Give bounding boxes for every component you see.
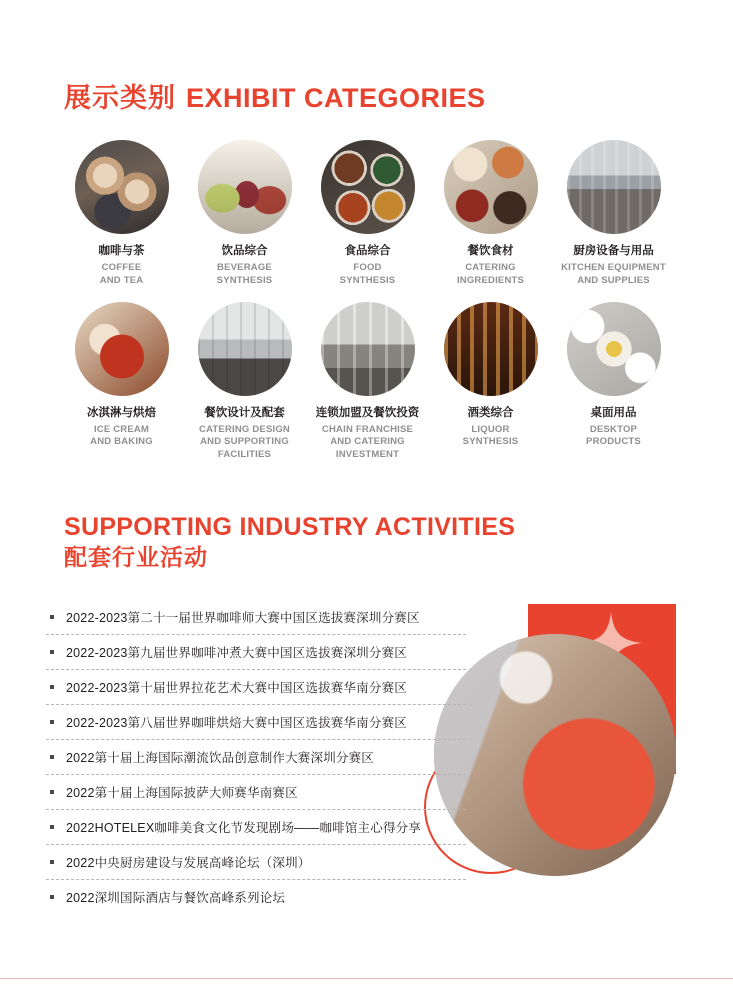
bullet-icon: [50, 860, 54, 864]
list-item: [46, 740, 466, 775]
category-label-en-line: CATERING: [465, 261, 516, 273]
category-label-cn: 厨房设备与用品: [573, 245, 654, 257]
latte-cups-photo: [75, 140, 169, 234]
category-label-en-line: AND SUPPORTING: [200, 436, 289, 448]
category-label-en-line: FOOD: [353, 261, 382, 273]
list-item: [46, 845, 466, 880]
exhibit-title-en: EXHIBIT CATEGORIES: [186, 83, 486, 113]
list-item-label: 2022-2023第八届世界咖啡烘焙大赛中国区选拔赛华南分赛区: [66, 716, 407, 730]
category-item: [183, 140, 306, 288]
category-item: [306, 302, 429, 462]
exhibit-categories-title: [64, 76, 486, 115]
category-label-en: [308, 424, 428, 462]
list-item-label: 2022中央厨房建设与发展高峰论坛（深圳）: [66, 856, 311, 870]
category-item: [429, 302, 552, 462]
category-label-cn: 酒类综合: [467, 406, 514, 419]
category-label-en-line: ICE CREAM: [93, 423, 150, 435]
category-label-en-line: SYNTHESIS: [339, 274, 396, 286]
category-item: [552, 302, 675, 462]
ingredients-platter-photo: [444, 140, 538, 234]
list-item-label: 2022-2023第十届世界拉花艺术大赛中国区选拔赛华南分赛区: [66, 681, 407, 695]
page-bottom-rule: [0, 978, 733, 979]
category-label-cn: 食品综合: [344, 245, 391, 257]
list-item-label: 2022第十届上海国际潮流饮品创意制作大赛深圳分赛区: [66, 751, 375, 765]
latte-pour-photo: [434, 634, 676, 876]
category-label-en-line: BEVERAGE: [217, 261, 272, 273]
category-label-en-line: AND TEA: [99, 274, 144, 286]
bullet-icon: [50, 895, 54, 899]
category-label-cn: 餐饮设计及配套: [204, 406, 285, 419]
bullet-icon: [50, 650, 54, 654]
list-item: [46, 705, 466, 740]
list-item: [46, 670, 466, 705]
list-item-label: 2022深圳国际酒店与餐饮高峰系列论坛: [66, 891, 286, 905]
category-label-en: [554, 424, 674, 450]
category-label-en-line: CHAIN FRANCHISE: [321, 423, 414, 435]
bullet-icon: [50, 720, 54, 724]
category-label-en-line: LIQUOR: [471, 423, 510, 435]
list-item-label: 2022-2023第二十一届世界咖啡师大赛中国区选拔赛深圳分赛区: [66, 611, 420, 625]
category-label-en-line: SYNTHESIS: [216, 274, 273, 286]
category-label-en-line: DESKTOP: [589, 423, 638, 435]
category-label-en-line: AND SUPPLIES: [577, 274, 650, 286]
category-label-en: [554, 262, 674, 288]
category-label-en-line: COFFEE: [101, 261, 142, 273]
category-label-cn: 餐饮食材: [467, 245, 514, 257]
list-item-label: 2022HOTELEX咖啡美食文化节发现剧场——咖啡馆主心得分享: [66, 821, 422, 835]
list-item: [46, 775, 466, 810]
category-label-cn: 冰淇淋与烘焙: [87, 406, 156, 419]
supporting-title-cn: 配套行业活动: [64, 544, 208, 571]
supporting-title-en: SUPPORTING INDUSTRY ACTIVITIES: [64, 513, 516, 541]
exhibit-category-grid: [60, 140, 676, 476]
category-label-en: [185, 262, 305, 288]
category-label-cn: 咖啡与茶: [98, 245, 145, 257]
food-bowls-photo: [321, 140, 415, 234]
category-label-cn: 桌面用品: [590, 406, 637, 419]
category-item: [60, 302, 183, 462]
category-label-en: [308, 262, 428, 288]
category-label-en-line: KITCHEN EQUIPMENT: [561, 261, 666, 273]
category-item: [552, 140, 675, 288]
category-label-cn: 饮品综合: [221, 245, 268, 257]
category-label-en-line: CATERING DESIGN: [199, 423, 290, 435]
list-item: [46, 810, 466, 845]
category-label-en-line: FACILITIES: [217, 449, 272, 461]
supporting-activities-title: [64, 512, 515, 573]
list-item-label: 2022-2023第九届世界咖啡冲煮大赛中国区选拔赛深圳分赛区: [66, 646, 407, 660]
bullet-icon: [50, 790, 54, 794]
expo-hall-photo: [321, 302, 415, 396]
category-label-en-line: INGREDIENTS: [456, 274, 525, 286]
category-label-en: [431, 424, 551, 450]
category-label-en: [431, 262, 551, 288]
list-item-label: 2022第十届上海国际披萨大师赛华南赛区: [66, 786, 298, 800]
list-item: [46, 600, 466, 635]
exhibit-title-cn: 展示类别: [64, 83, 176, 113]
category-label-en: [62, 262, 182, 288]
category-label-en-line: AND BAKING: [90, 436, 153, 448]
kitchen-equipment-photo: [567, 140, 661, 234]
category-label-en: [62, 424, 182, 450]
bullet-icon: [50, 615, 54, 619]
bar-bottles-photo: [444, 302, 538, 396]
category-label-en-line: SYNTHESIS: [462, 436, 519, 448]
bullet-icon: [50, 825, 54, 829]
bullet-icon: [50, 685, 54, 689]
dessert-photo: [75, 302, 169, 396]
list-item: [46, 635, 466, 670]
category-label-cn: 连锁加盟及餐饮投资: [315, 406, 420, 419]
restaurant-interior-photo: [198, 302, 292, 396]
bullet-icon: [50, 755, 54, 759]
iced-drinks-photo: [198, 140, 292, 234]
activities-list: [46, 600, 466, 914]
list-item: [46, 880, 466, 914]
category-label-en: [185, 424, 305, 462]
category-item: [429, 140, 552, 288]
category-item: [306, 140, 429, 288]
category-item: [183, 302, 306, 462]
tableware-photo: [567, 302, 661, 396]
category-label-en-line: PRODUCTS: [586, 436, 641, 448]
category-label-en-line: INVESTMENT: [335, 449, 400, 461]
category-item: [60, 140, 183, 288]
category-label-en-line: AND CATERING: [330, 436, 405, 448]
